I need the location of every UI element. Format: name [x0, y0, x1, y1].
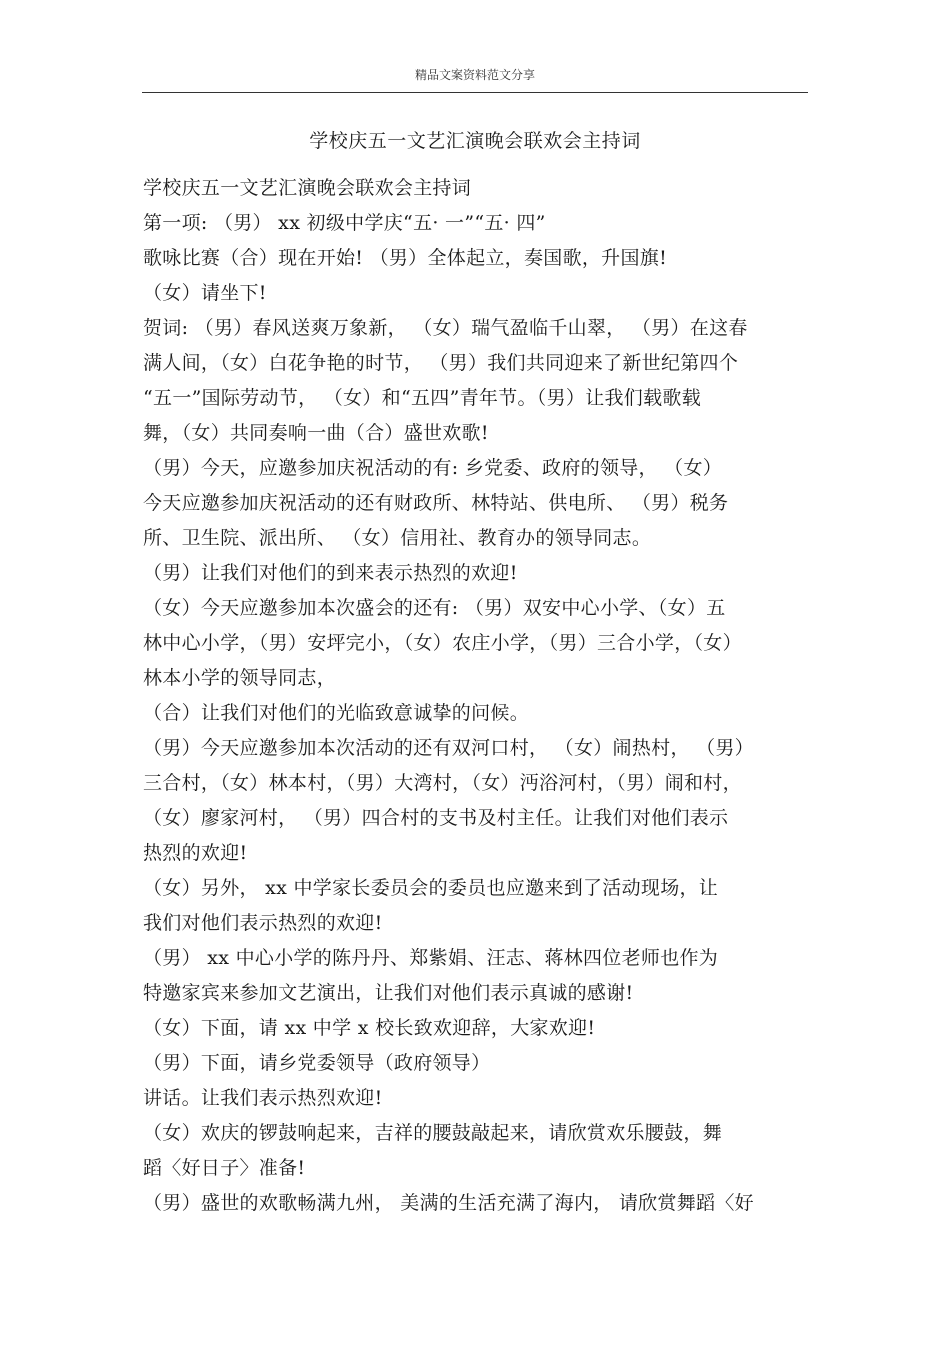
body-line: 蹈〈好日子〉准备! — [143, 1157, 306, 1179]
body-line: 贺词: （男）春风送爽万象新， （女）瑞气盈临千山翠， （男）在这春 — [143, 317, 748, 339]
body-line: 歌咏比赛（合）现在开始! （男）全体起立，奏国歌，升国旗! — [143, 247, 668, 269]
body-line: 学校庆五一文艺汇演晚会联欢会主持词 — [143, 177, 472, 199]
body-line: 特邀家宾来参加文艺演出，让我们对他们表示真诚的感谢! — [143, 982, 634, 1004]
body-line: 舞，（女）共同奏响一曲（合）盛世欢歌! — [143, 422, 489, 444]
body-line: 三合村，（女）林本村，（男）大湾村，（女）沔浴河村，（男）闹和村， — [143, 772, 742, 794]
body-line: （男）下面，请乡党委领导（政府领导） — [143, 1052, 491, 1074]
body-line: （女）今天应邀参加本次盛会的还有: （男）双安中心小学、（女）五 — [143, 597, 726, 619]
body-line: 林本小学的领导同志， — [143, 667, 337, 689]
body-line: 讲话。让我们表示热烈欢迎! — [143, 1087, 383, 1109]
body-line: 所、卫生院、派出所、 （女）信用社、教育办的领导同志。 — [143, 527, 652, 549]
body-line: 我们对他们表示热烈的欢迎! — [143, 912, 383, 934]
body-line: （女）下面，请 xx 中学 x 校长致欢迎辞，大家欢迎! — [143, 1017, 596, 1039]
body-line: （男）今天，应邀参加庆祝活动的有: 乡党委、政府的领导， （女） — [143, 457, 723, 479]
body-line: （女）请坐下! — [143, 282, 267, 304]
body-line: （男） xx 中心小学的陈丹丹、郑紫娟、汪志、蒋林四位老师也作为 — [143, 947, 719, 969]
document-title: 学校庆五一文艺汇演晚会联欢会主持词 — [309, 130, 641, 152]
body-line: （女）廖家河村， （男）四合村的支书及村主任。让我们对他们表示 — [143, 807, 729, 829]
page-header — [142, 66, 808, 93]
body-line: （女）另外， xx 中学家长委员会的委员也应邀来到了活动现场，让 — [143, 877, 719, 899]
body-line: 今天应邀参加庆祝活动的还有财政所、林特站、供电所、 （男）税务 — [143, 492, 729, 514]
body-line: （男）盛世的欢歌畅满九州， 美满的生活充满了海内， 请欣赏舞蹈〈好 — [143, 1192, 754, 1214]
body-line: （合）让我们对他们的光临致意诚挚的问候。 — [143, 702, 530, 724]
body-line: （男）让我们对他们的到来表示热烈的欢迎! — [143, 562, 518, 584]
body-line: （男）今天应邀参加本次活动的还有双河口村， （女）闹热村， （男） — [143, 737, 754, 759]
header-text: 精品文案资料范文分享 — [414, 68, 535, 82]
document-body — [143, 171, 811, 1221]
body-line: “五一”国际劳动节， （女）和“五四”青年节。（男）让我们载歌载 — [143, 387, 701, 409]
body-line: 热烈的欢迎! — [143, 842, 248, 864]
body-line: 第一项: （男） xx 初级中学庆“五· 一”“五· 四” — [143, 212, 546, 234]
body-line: 满人间，（女）白花争艳的时节， （男）我们共同迎来了新世纪第四个 — [143, 352, 739, 374]
body-line: （女）欢庆的锣鼓响起来，吉祥的腰鼓敲起来，请欣赏欢乐腰鼓，舞 — [143, 1122, 723, 1144]
body-line: 林中心小学，（男）安坪完小，（女）农庄小学，（男）三合小学，（女） — [143, 632, 742, 654]
